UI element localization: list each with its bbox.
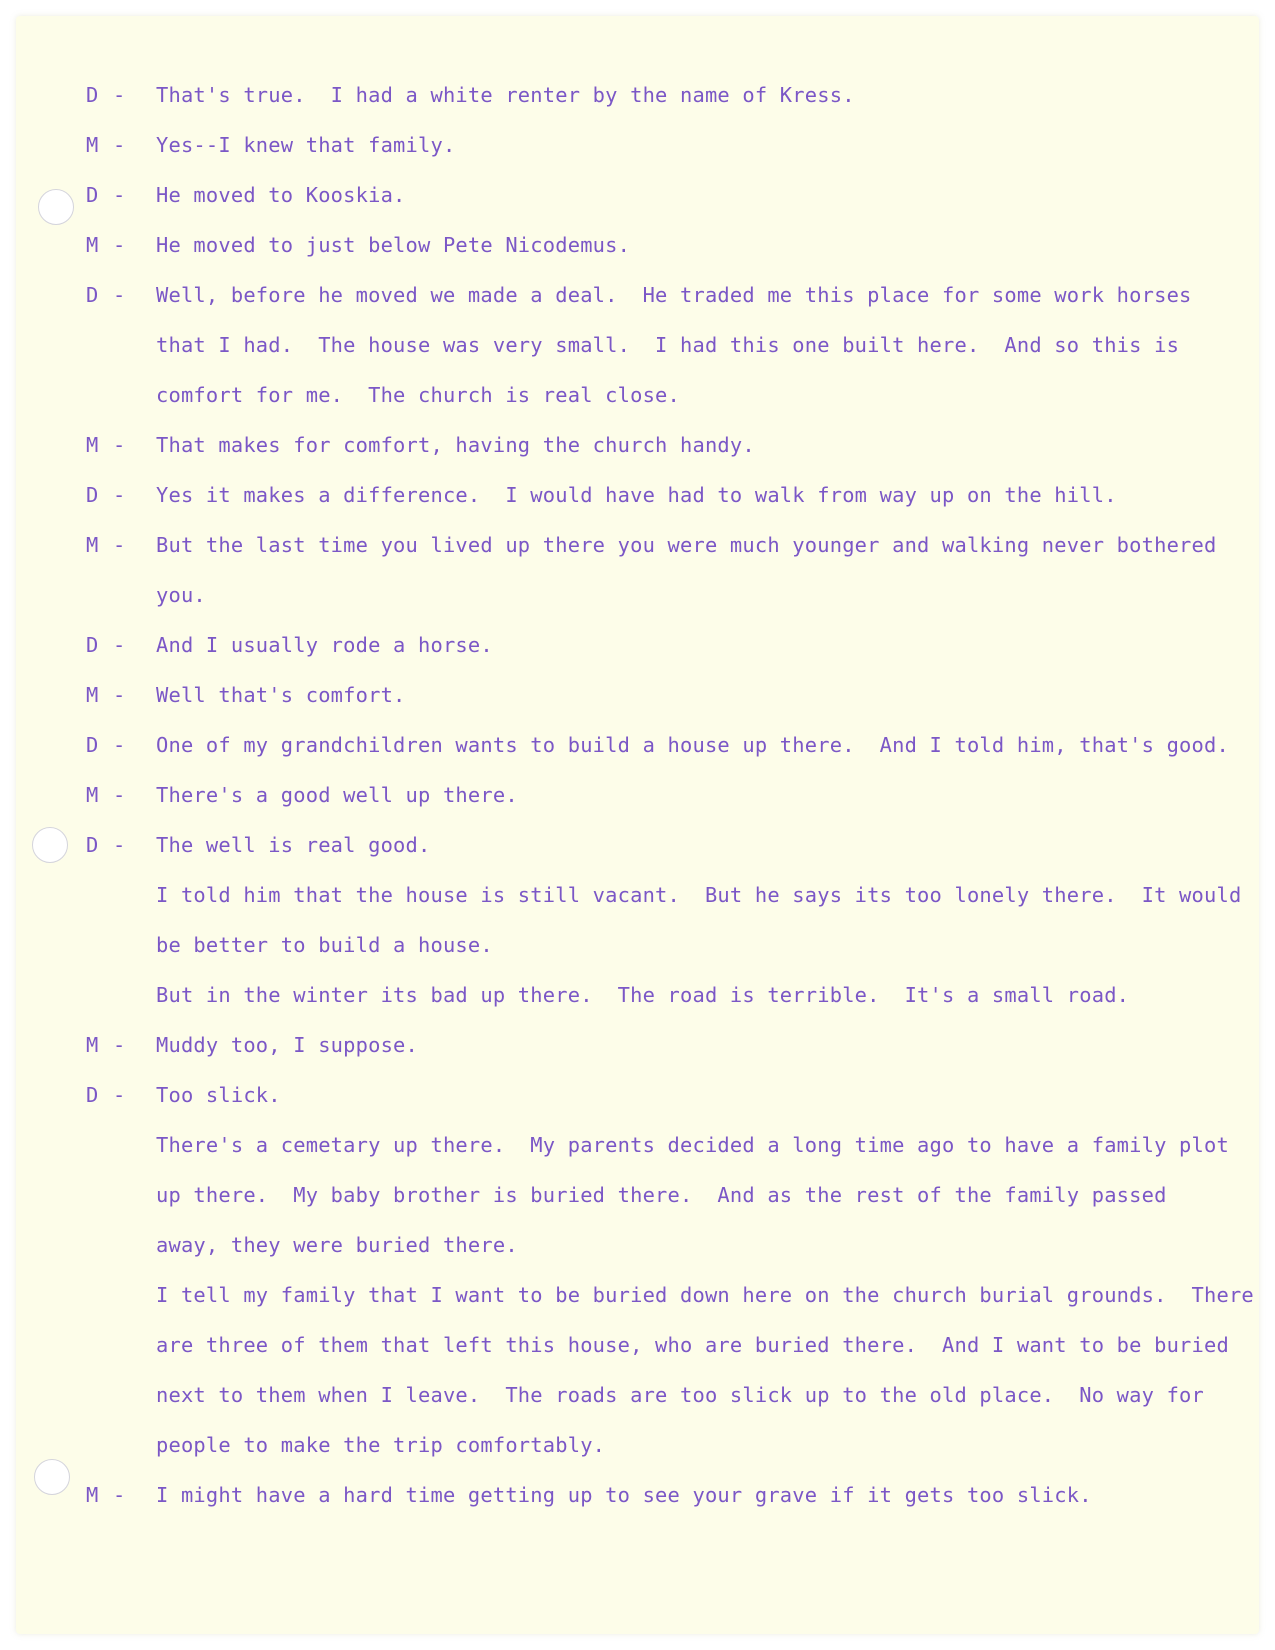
dialogue-continuation-line (86, 1170, 1256, 1220)
dialogue-line (86, 1070, 1256, 1120)
speaker-separator: - (113, 733, 126, 757)
dialogue-text: Too slick. (156, 1083, 281, 1107)
dialogue-text: I might have a hard time getting up to see your grave if it gets too slick. (156, 1483, 1092, 1507)
dialogue-text: Yes it makes a difference. I would have had to walk from way up on the hill. (156, 483, 1117, 507)
dialogue-text: One of my grandchildren wants to build a house up there. And I told him, that's good. (156, 733, 1229, 757)
speaker-initial: M (86, 783, 99, 807)
dialogue-text: away, they were buried there. (156, 1233, 518, 1257)
dialogue-continuation-line (86, 1320, 1256, 1370)
speaker-separator: - (113, 283, 126, 307)
speaker-initial: D (86, 633, 99, 657)
speaker-separator: - (113, 1033, 126, 1057)
dialogue-continuation-line (86, 1370, 1256, 1420)
dialogue-line (86, 1470, 1256, 1520)
dialogue-line (86, 470, 1256, 520)
dialogue-line (86, 820, 1256, 870)
dialogue-line (86, 270, 1256, 320)
dialogue-line (86, 720, 1256, 770)
dialogue-text: The well is real good. (156, 833, 431, 857)
dialogue-continuation-line (86, 920, 1256, 970)
speaker-separator: - (113, 633, 126, 657)
speaker-separator: - (113, 183, 126, 207)
punch-hole-top (38, 189, 74, 225)
dialogue-line (86, 220, 1256, 270)
speaker-initial: D (86, 733, 99, 757)
dialogue-text: be better to build a house. (156, 933, 493, 957)
dialogue-line (86, 520, 1256, 570)
speaker-separator: - (113, 833, 126, 857)
speaker-initial: M (86, 1483, 99, 1507)
speaker-initial: D (86, 1083, 99, 1107)
dialogue-continuation-line (86, 570, 1256, 620)
dialogue-text: He moved to just below Pete Nicodemus. (156, 233, 631, 257)
speaker-initial: D (86, 833, 99, 857)
speaker-initial: M (86, 683, 99, 707)
dialogue-text: But in the winter its bad up there. The road is terrible. It's a small road. (156, 983, 1130, 1007)
dialogue-text: up there. My baby brother is buried there. And as the rest of the family passed (156, 1183, 1167, 1207)
speaker-initial: M (86, 133, 99, 157)
speaker-separator: - (113, 1083, 126, 1107)
dialogue-continuation-line (86, 1120, 1256, 1170)
dialogue-text: That makes for comfort, having the church handy. (156, 433, 755, 457)
punch-hole-bottom (34, 1459, 70, 1495)
dialogue-text: But the last time you lived up there you were much younger and walking never bothered (156, 533, 1217, 557)
dialogue-text: Muddy too, I suppose. (156, 1033, 419, 1057)
dialogue-text: There's a cemetary up there. My parents decided a long time ago to have a family plot (156, 1133, 1229, 1157)
speaker-separator: - (113, 683, 126, 707)
speaker-separator: - (113, 533, 126, 557)
speaker-separator: - (113, 483, 126, 507)
dialogue-continuation-line (86, 970, 1256, 1020)
speaker-separator: - (113, 433, 126, 457)
speaker-separator: - (113, 233, 126, 257)
dialogue-line (86, 620, 1256, 670)
dialogue-text: I told him that the house is still vacant. But he says its too lonely there. It would (156, 883, 1242, 907)
dialogue-line (86, 70, 1256, 120)
dialogue-line (86, 670, 1256, 720)
speaker-initial: D (86, 283, 99, 307)
dialogue-continuation-line (86, 1420, 1256, 1470)
speaker-initial: D (86, 483, 99, 507)
dialogue-text: people to make the trip comfortably. (156, 1433, 606, 1457)
speaker-initial: D (86, 183, 99, 207)
dialogue-line (86, 120, 1256, 170)
dialogue-text: are three of them that left this house, who are buried there. And I want to be buried (156, 1333, 1229, 1357)
dialogue-text: Well, before he moved we made a deal. He traded me this place for some work horses (156, 283, 1192, 307)
speaker-separator: - (113, 83, 126, 107)
dialogue-text: Well that's comfort. (156, 683, 406, 707)
dialogue-text: comfort for me. The church is real close. (156, 383, 681, 407)
dialogue-continuation-line (86, 320, 1256, 370)
speaker-initial: M (86, 1033, 99, 1057)
dialogue-text: Yes--I knew that family. (156, 133, 456, 157)
interview-transcript (86, 70, 1256, 1520)
speaker-initial: D (86, 83, 99, 107)
dialogue-text: And I usually rode a horse. (156, 633, 493, 657)
dialogue-line (86, 420, 1256, 470)
dialogue-text: He moved to Kooskia. (156, 183, 406, 207)
dialogue-continuation-line (86, 1270, 1256, 1320)
dialogue-continuation-line (86, 870, 1256, 920)
speaker-separator: - (113, 783, 126, 807)
speaker-initial: M (86, 433, 99, 457)
dialogue-text: that I had. The house was very small. I had this one built here. And so this is (156, 333, 1180, 357)
dialogue-continuation-line (86, 370, 1256, 420)
dialogue-line (86, 770, 1256, 820)
dialogue-text: That's true. I had a white renter by the name of Kress. (156, 83, 855, 107)
speaker-separator: - (113, 133, 126, 157)
dialogue-text: I tell my family that I want to be buried down here on the church burial grounds. There (156, 1283, 1254, 1307)
punch-hole-middle (32, 827, 68, 863)
dialogue-text: next to them when I leave. The roads are too slick up to the old place. No way for (156, 1383, 1205, 1407)
dialogue-line (86, 1020, 1256, 1070)
dialogue-continuation-line (86, 1220, 1256, 1270)
speaker-initial: M (86, 533, 99, 557)
speaker-separator: - (113, 1483, 126, 1507)
speaker-initial: M (86, 233, 99, 257)
dialogue-text: you. (156, 583, 206, 607)
dialogue-text: There's a good well up there. (156, 783, 518, 807)
dialogue-line (86, 170, 1256, 220)
